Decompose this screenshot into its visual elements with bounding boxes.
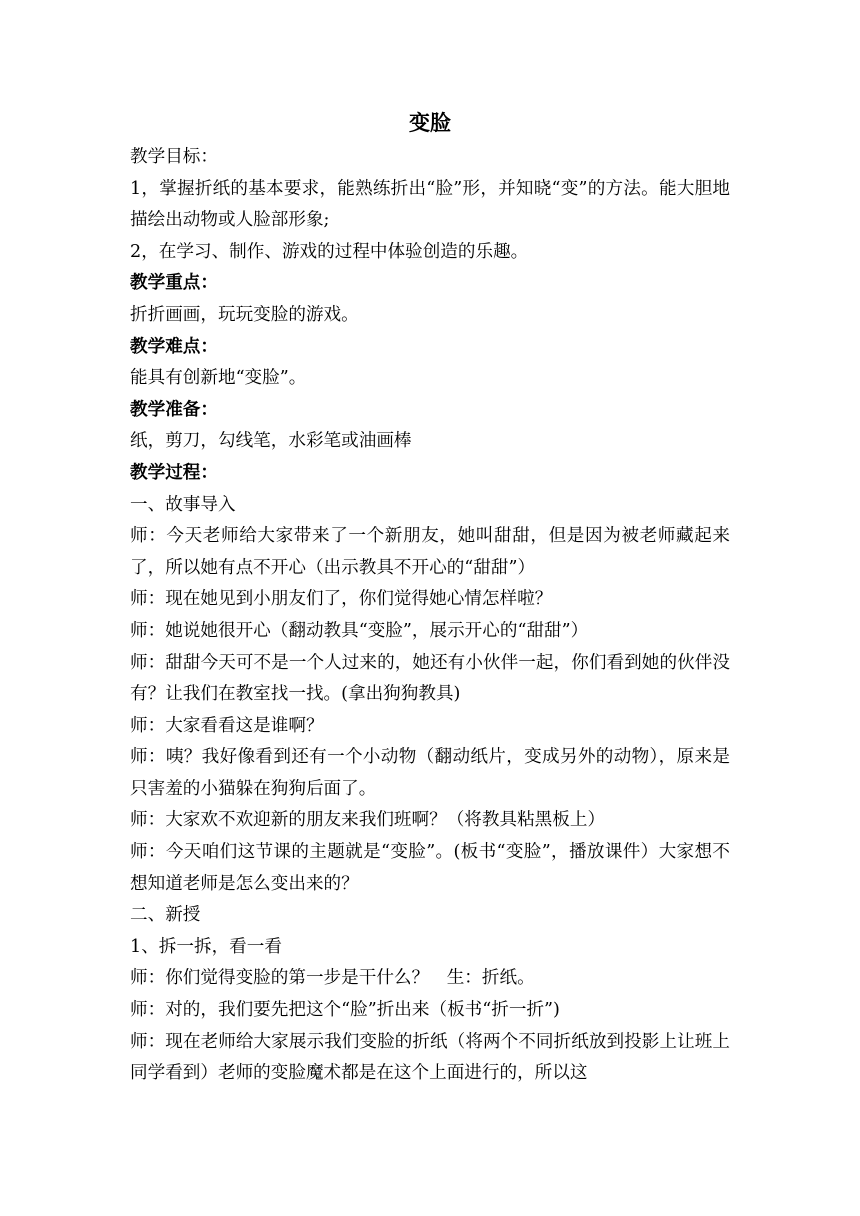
- paragraph: 师：对的，我们要先把这个“脸”折出来（板书“折一折”): [130, 1000, 560, 1021]
- section-heading: 教学准备：: [130, 399, 218, 420]
- paragraph: 师：大家看看这是谁啊？: [130, 715, 324, 736]
- paragraph: 师：今天老师给大家带来了一个新朋友，她叫甜甜，但是因为被老师藏起来了，所以她有点不开心（出示教具不开心的“甜甜”）: [130, 526, 730, 578]
- paragraph: 师：你们觉得变脸的第一步是干什么？ 生：折纸。: [130, 968, 535, 989]
- paragraph: 折折画画，玩玩变脸的游戏。: [130, 304, 359, 325]
- section-heading: 教学难点：: [130, 336, 218, 357]
- paragraph: 教学目标：: [130, 147, 218, 167]
- paragraph: 师：今天咱们这节课的主题就是“变脸”。(板书“变脸”，播放课件）大家想不想知道老师是怎么变出来的？: [130, 842, 730, 894]
- paragraph: 师：咦？我好像看到还有一个小动物（翻动纸片，变成另外的动物），原来是只害羞的小猫躲在狗狗后面了。: [130, 747, 730, 799]
- paragraph: 师：现在她见到小朋友们了，你们觉得她心情怎样啦？: [130, 589, 553, 610]
- section-heading: 教学过程：: [130, 462, 218, 483]
- document-title: 变脸: [409, 111, 451, 135]
- paragraph: 2，在学习、制作、游戏的过程中体验创造的乐趣。: [130, 241, 529, 262]
- paragraph: 师：大家欢不欢迎新的朋友来我们班啊？（将教具粘黑板上）: [130, 810, 606, 831]
- paragraph: 纸，剪刀，勾线笔，水彩笔或油画棒: [130, 431, 412, 452]
- paragraph: 一、故事导入: [130, 494, 236, 515]
- document-body: [130, 142, 730, 1090]
- paragraph: 能具有创新地“变脸”。: [130, 368, 307, 389]
- paragraph: 师：她说她很开心（翻动教具“变脸”，展示开心的“甜甜”）: [130, 620, 589, 641]
- paragraph: 1、拆一拆，看一看: [130, 936, 282, 957]
- paragraph: 1，掌握折纸的基本要求，能熟练折出“脸”形，并知晓“变”的方法。能大胆地描绘出动物或人脸部形象;: [130, 178, 730, 231]
- paragraph: 二、新授: [130, 905, 201, 926]
- paragraph: 师：现在老师给大家展示我们变脸的折纸（将两个不同折纸放到投影上让班上同学看到）老师的变脸魔术都是在这个上面进行的，所以这: [130, 1031, 730, 1084]
- section-heading: 教学重点：: [130, 273, 218, 294]
- paragraph: 师：甜甜今天可不是一个人过来的，她还有小伙伴一起，你们看到她的伙伴没有？让我们在教室找一找。(拿出狗狗教具): [130, 652, 730, 705]
